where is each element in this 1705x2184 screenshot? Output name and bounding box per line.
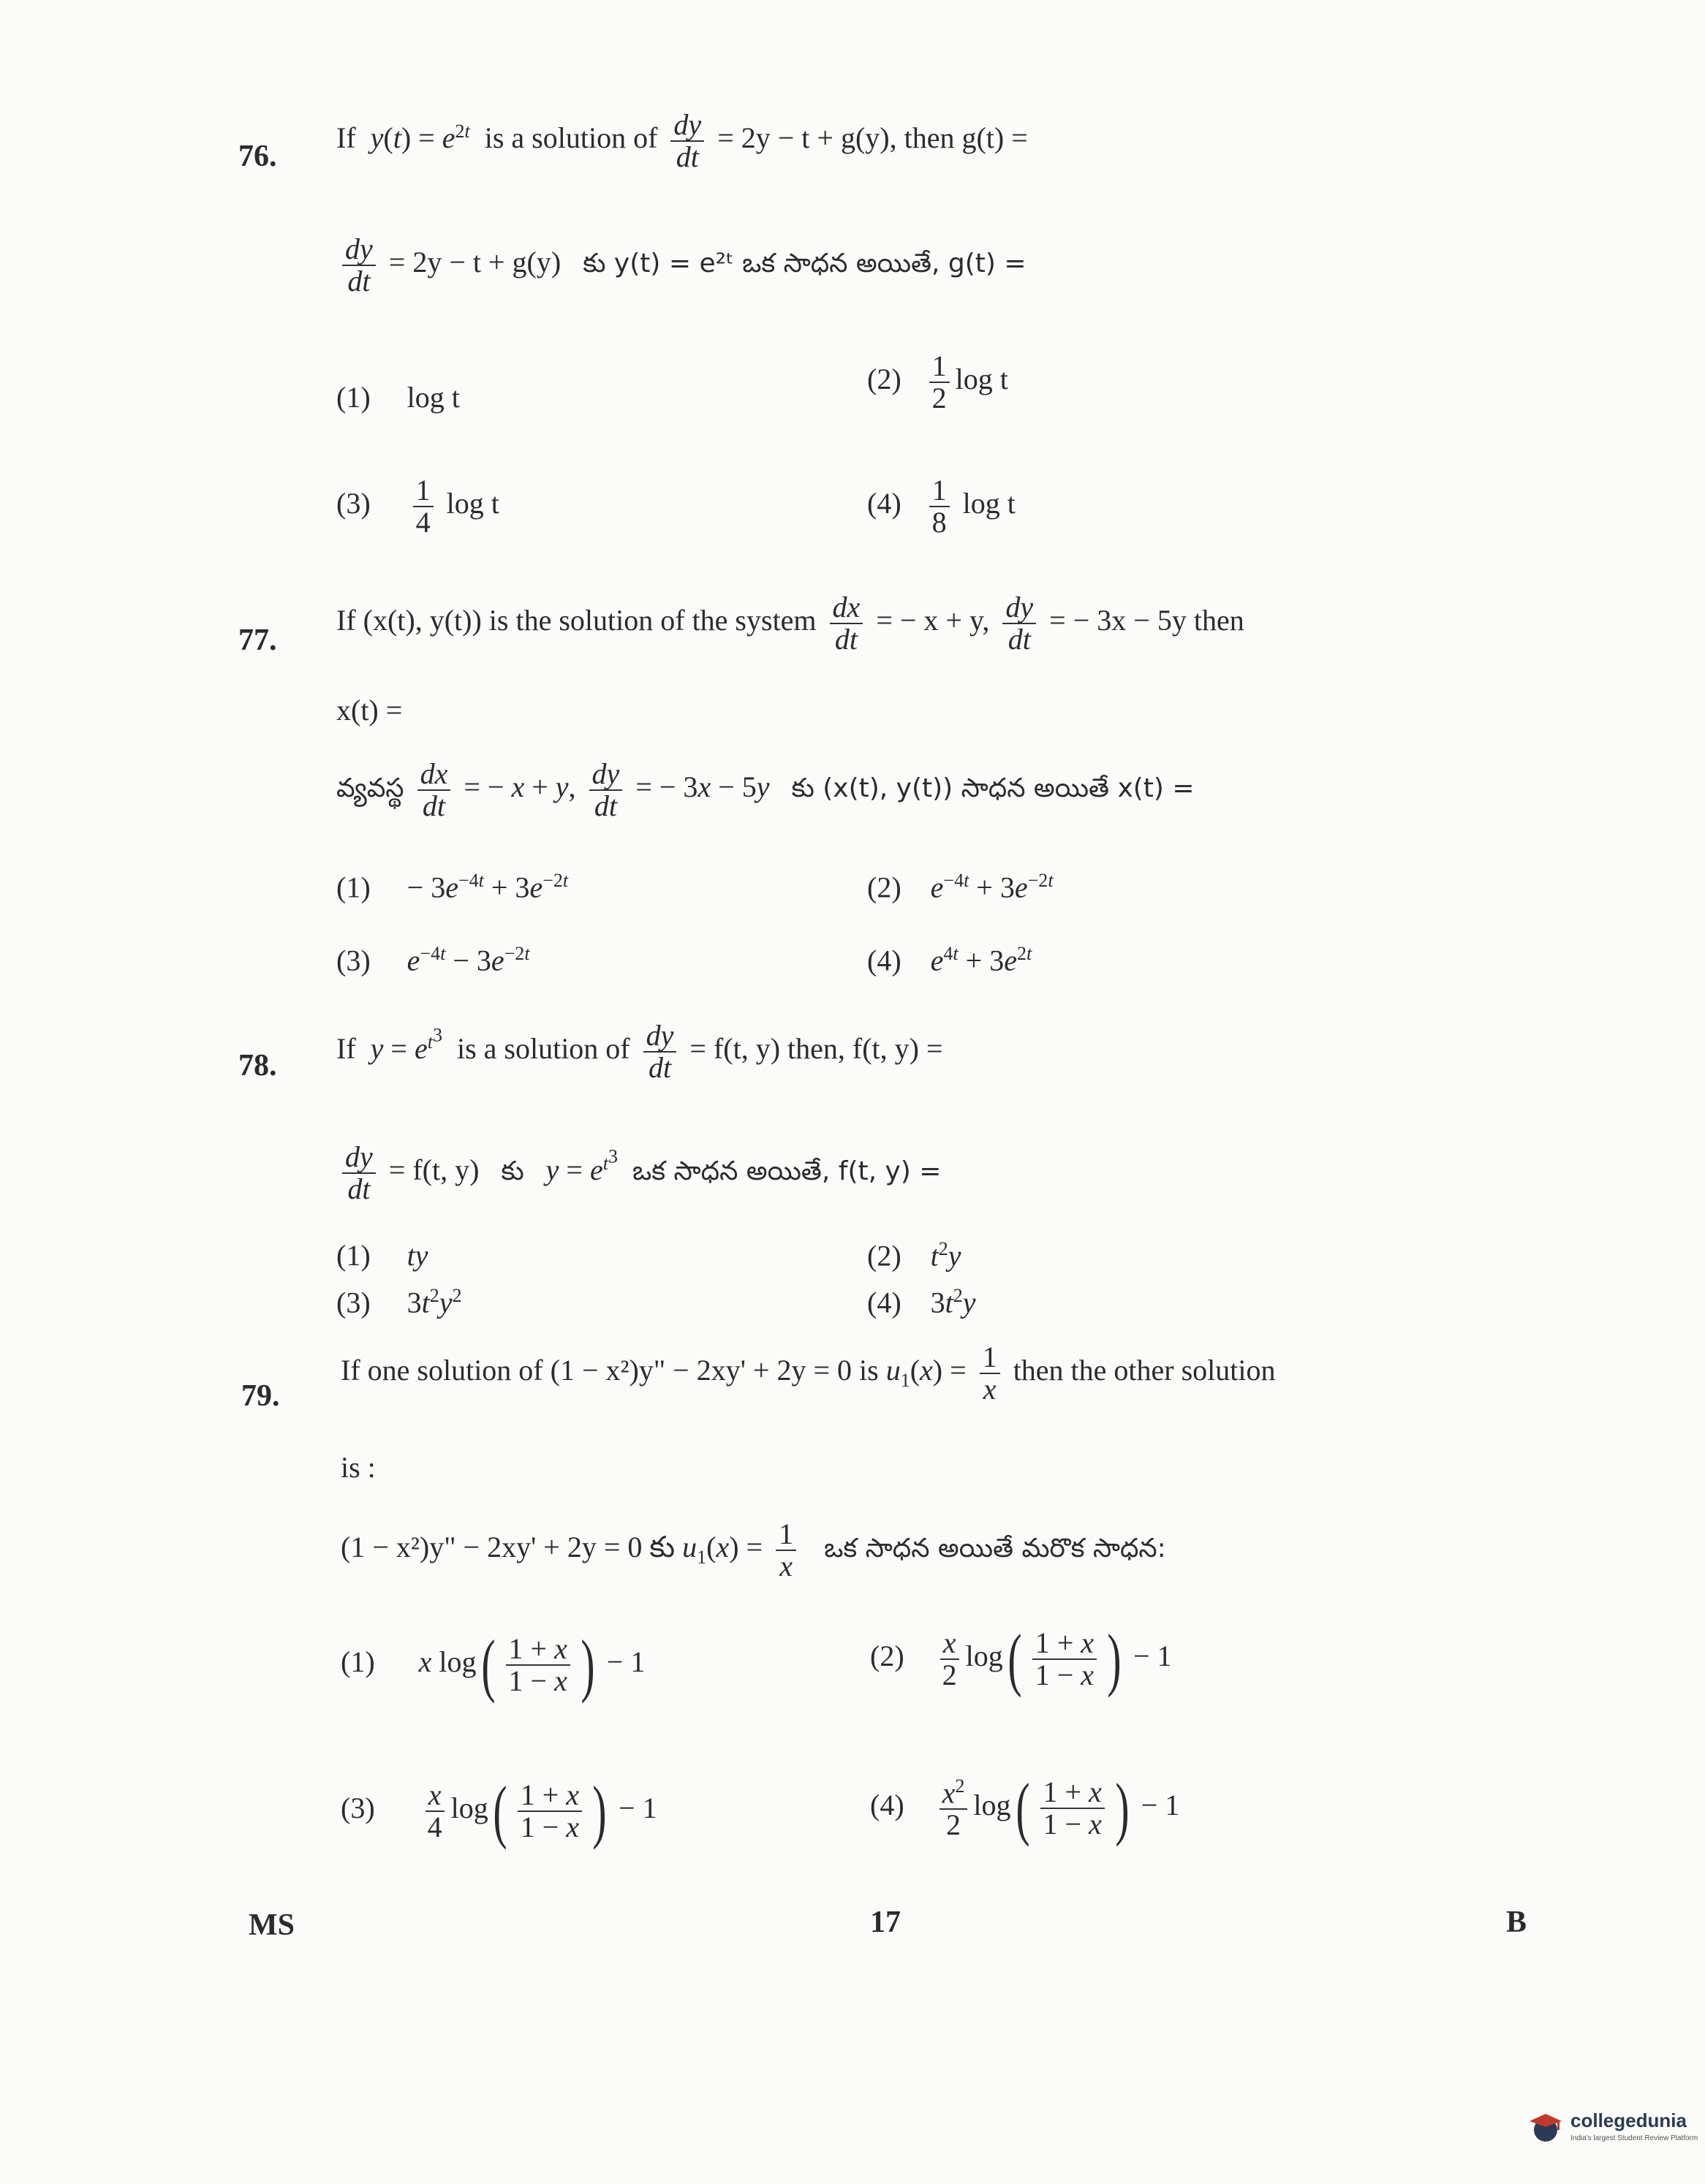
- page-number: 17: [870, 1906, 901, 1939]
- q76-option-1: (1) log t: [336, 381, 460, 414]
- q77-text: If (x(t), y(t)) is the solution of the system: [336, 604, 817, 637]
- q79-option-2: (2) $\frac{x}{2}$ log( $\frac{1 + x}{1 - x}$ ) − 1: [870, 1620, 1172, 1698]
- collegedunia-brand: collegedunia: [1570, 2109, 1687, 2131]
- q76-option-2: (2) $\frac{1}{2}$ log t: [867, 349, 1008, 414]
- question-76-telugu: $\frac{dy}{dt}$ = 2y − t + g(y) కు y(t) = e²ᵗ ఒక సాధన అయితే, g(t) =: [336, 234, 1027, 297]
- q78-option-3: (3) $3t^2y^2$: [336, 1285, 462, 1319]
- question-79-english: If one solution of (1 − x²)y" − 2xy' + 2y = 0 is $u_1(x)$ = $\frac{1}{x}$ then the other solution: [341, 1341, 1276, 1406]
- question-79-telugu: (1 − x²)y" − 2xy' + 2y = 0 కు $u_1(x)$ = $\frac{1}{x}$ ఒక సాధన అయితే మరొక సాధన:: [341, 1517, 1166, 1582]
- q77-option-1: (1) − $3e^{-4t} + 3e^{-2t}$: [336, 870, 569, 904]
- q79-option-3: (3) $\frac{x}{4}$ log( $\frac{1 + x}{1 - x}$ ) − 1: [341, 1772, 657, 1850]
- question-79-number: 79.: [241, 1379, 280, 1413]
- collegedunia-logo-icon: [1525, 2107, 1566, 2147]
- q79-option-1: (1) x log( $\frac{1 + x}{1 - x}$ ) − 1: [341, 1626, 646, 1704]
- question-77-number: 77.: [238, 623, 277, 657]
- collegedunia-tagline: India's largest Student Review Platform: [1570, 2134, 1698, 2142]
- q78-option-1: (1) ty: [336, 1239, 428, 1272]
- q76-eq: = 2y − t + g(y), then g(t) =: [717, 121, 1028, 155]
- question-77-english: If (x(t), y(t)) is the solution of the system $\frac{dx}{dt}$ = − x + y, $\frac{dy}{dt}$ = − 3x − 5y then: [336, 591, 1244, 656]
- q77-option-4: (4) $e^{4t} + 3e^{2t}$: [867, 943, 1032, 977]
- question-77-line2: x(t) =: [336, 694, 403, 727]
- q76-option-3: (3) $\frac{1}{4}$ log t: [336, 474, 499, 539]
- question-77-telugu: వ్యవస్థ $\frac{dx}{dt}$ = − x + y, $\frac{dy}{dt}$ = − 3x − 5y కు (x(t), y(t)) సాధన అయితే x(t) =: [336, 757, 1195, 822]
- q78-option-4: (4) $3t^2y$: [867, 1285, 976, 1319]
- q77-option-3: (3) $e^{-4t} - 3e^{-2t}$: [336, 943, 530, 977]
- question-76-number: 76.: [238, 140, 277, 173]
- q76-mid: is a solution of: [484, 121, 658, 155]
- question-78-english: If $y = e^{t^3}$ is a solution of $\frac{dy}{dt}$ = f(t, y) then, f(t, y) =: [336, 1019, 943, 1084]
- q76-if: If: [336, 121, 356, 155]
- q76-te-eq: = 2y − t + g(y): [388, 246, 562, 279]
- footer-right: B: [1506, 1906, 1527, 1939]
- q79-option-4: (4) $\frac{x^2}{2}$ log( $\frac{1 + x}{1 - x}$ ) − 1: [870, 1769, 1180, 1847]
- q78-option-2: (2) $t^2y$: [867, 1238, 961, 1273]
- question-79-line2: is :: [341, 1451, 376, 1484]
- question-78-telugu: $\frac{dy}{dt}$ = f(t, y) కు $y = e^{t^3}$ ఒక సాధన అయితే, f(t, y) =: [336, 1142, 941, 1205]
- q77-option-2: (2) $e^{-4t} + 3e^{-2t}$: [867, 870, 1054, 904]
- q76-option-4: (4) $\frac{1}{8}$ log t: [867, 474, 1016, 539]
- q76-te-text: కు y(t) = e²ᵗ ఒక సాధన అయితే, g(t) =: [583, 249, 1027, 279]
- footer-left: MS: [249, 1908, 295, 1942]
- question-78-number: 78.: [238, 1049, 277, 1082]
- question-76-english: If $y(t) = e^{2t}$ is a solution of $\frac{dy}{dt}$ = 2y − t + g(y), then g(t) =: [336, 108, 1028, 173]
